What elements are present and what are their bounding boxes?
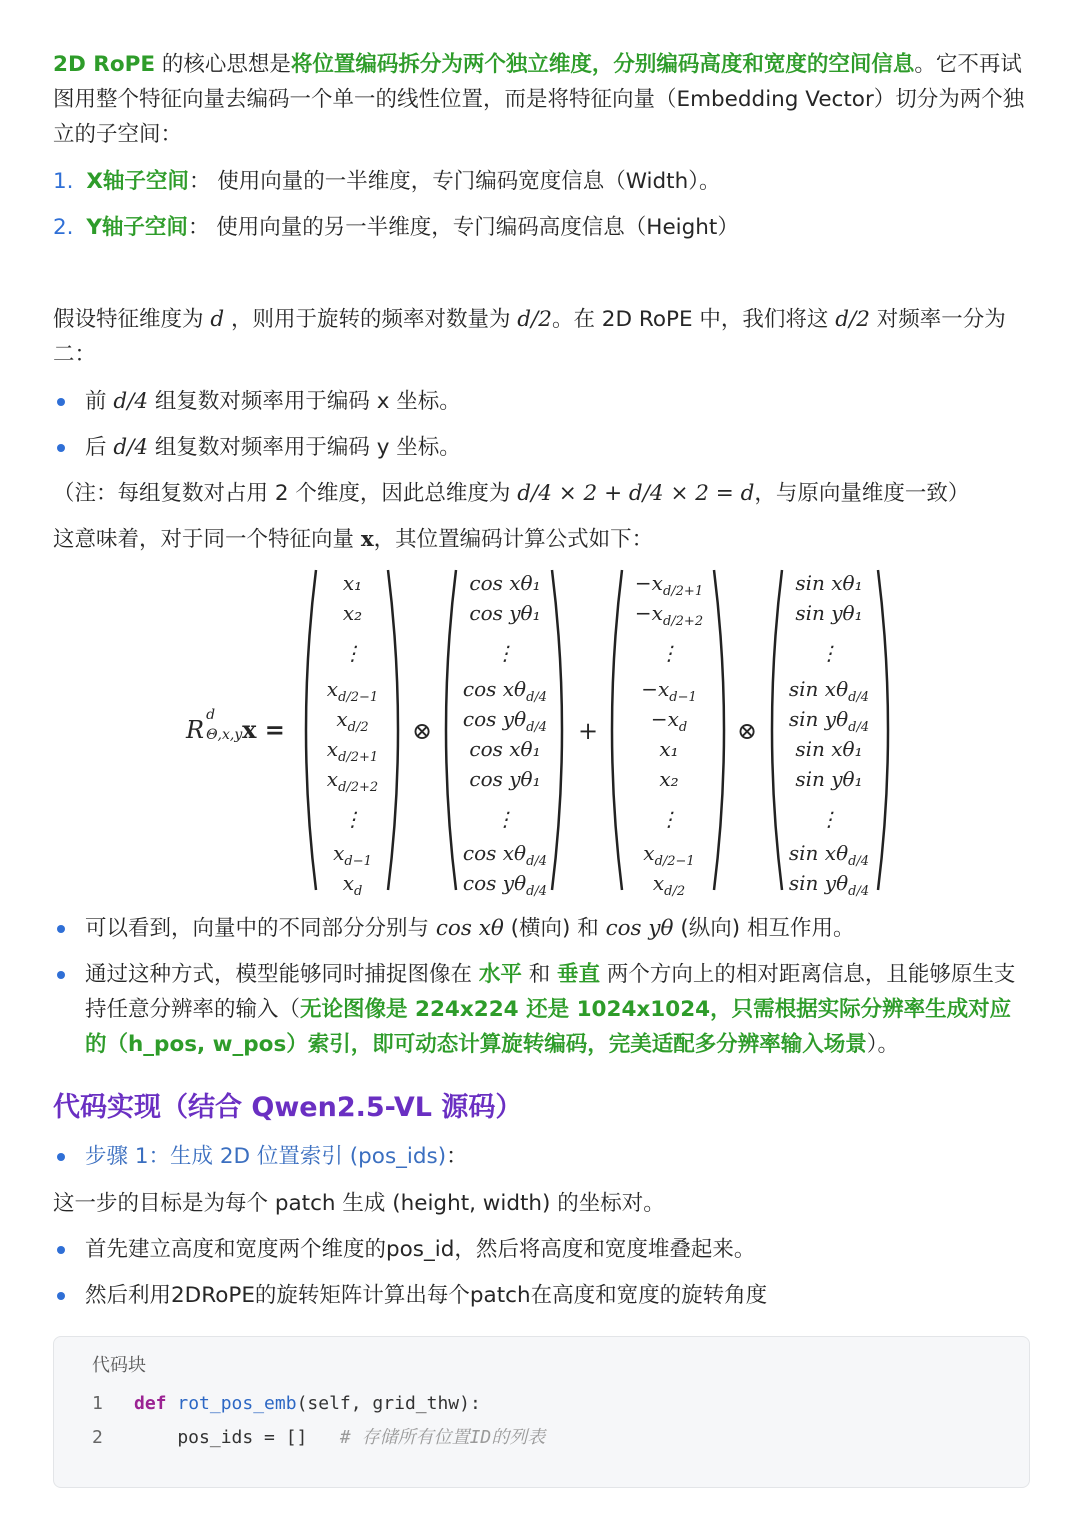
matrix-entry: $-x_d$ xyxy=(650,707,688,735)
highlight-vertical: 垂直 xyxy=(557,962,601,987)
list-item xyxy=(53,164,721,199)
code-block-title: 代码块 xyxy=(92,1355,146,1376)
matrix-entry: ⋮ xyxy=(495,807,515,831)
matrix-entry: ⋮ xyxy=(342,641,363,665)
text: 前 xyxy=(85,389,114,414)
text: 组复数对频率用于编码 x 坐标。 xyxy=(148,389,461,414)
matrix-entry: ⋮ xyxy=(342,807,363,831)
matrix-entry: $-x_{d/2+2}$ xyxy=(634,601,704,629)
list-item xyxy=(85,911,1025,946)
bullet-dot xyxy=(57,925,65,933)
plus-op: + xyxy=(578,717,599,745)
list-item xyxy=(53,210,739,245)
code-text: (self, grid_thw): xyxy=(296,1393,481,1414)
text: 组复数对频率用于编码 y 坐标。 xyxy=(148,435,461,460)
matrix-entry: ⋮ xyxy=(659,807,679,831)
code-line xyxy=(92,1393,481,1414)
rope-term: 2D RoPE xyxy=(53,52,156,77)
matrix-entry: $\sin y\theta_{d/4}$ xyxy=(788,871,870,899)
matrix-entry: $x_{d/2}$ xyxy=(336,707,369,735)
highlight-horizontal: 水平 xyxy=(478,962,522,987)
bullet-dot xyxy=(57,1292,65,1300)
bullet-dot xyxy=(57,971,65,979)
matrix-entry: $x_{d/2+1}$ xyxy=(326,737,379,765)
matrix-entry: ⋮ xyxy=(819,807,839,831)
matrix-entry: $\cos y\theta_{d/4}$ xyxy=(462,871,548,899)
matrix-entry: ⋮ xyxy=(819,641,839,665)
text: ）。 xyxy=(866,1032,900,1057)
text: (纵向) 相互作用。 xyxy=(673,916,855,941)
matrix-entry: sin xθ₁ xyxy=(795,737,863,761)
math-sum: d/4 × 2 + d/4 × 2 = d xyxy=(517,481,755,506)
formula-lhs xyxy=(186,706,285,747)
math-d: d xyxy=(210,307,225,332)
list-label: X轴子空间 xyxy=(86,169,189,194)
line-number: 1 xyxy=(92,1393,103,1414)
math-d-quarter: d/4 xyxy=(113,435,149,460)
text: ，则用于旋转的频率对数量为 xyxy=(224,307,518,332)
text: 可以看到，向量中的不同部分分别与 xyxy=(85,916,436,941)
intro-highlight: 将位置编码拆分为两个独立维度，分别编码高度和宽度的空间信息 xyxy=(290,52,915,77)
text: 对频率一分为二： xyxy=(53,307,1006,367)
text: （注：每组复数对占用 2 个维度，因此总维度为 xyxy=(53,481,518,506)
matrix-entry: $\sin y\theta_{d/4}$ xyxy=(788,707,870,735)
matrix-entry: $x_{d-1}$ xyxy=(333,841,372,869)
step-item xyxy=(85,1139,1025,1174)
list-label: Y轴子空间 xyxy=(86,215,188,240)
bullet-dot xyxy=(57,1153,65,1161)
matrix-entry: x₁ xyxy=(342,571,363,595)
matrix-entry: sin xθ₁ xyxy=(795,571,863,595)
bullet-dot xyxy=(57,398,65,406)
math-cos-y: cos yθ xyxy=(605,916,674,941)
keyword: def xyxy=(134,1393,167,1414)
line-number: 2 xyxy=(92,1427,103,1448)
text: ，其位置编码计算公式如下： xyxy=(373,527,654,552)
function-name: rot_pos_emb xyxy=(177,1393,297,1414)
formula-intro xyxy=(53,522,1028,557)
math-r: R xyxy=(186,716,205,744)
step-link[interactable]: 步骤 1：生成 2D 位置索引 (pos_ids) xyxy=(85,1144,447,1169)
matrix-entry: x₂ xyxy=(342,601,363,625)
matrix-entry: $\sin x\theta_{d/4}$ xyxy=(788,841,870,869)
code-comment: # 存储所有位置ID的列表 xyxy=(339,1427,546,1448)
matrix-entry: sin yθ₁ xyxy=(795,601,863,625)
text: 这意味着，对于同一个特征向量 xyxy=(53,527,361,552)
code-text: pos_ids = [] xyxy=(134,1427,308,1448)
math-cos-x: cos xθ xyxy=(435,916,504,941)
math-vector-x: x xyxy=(360,527,374,552)
highlight-resolution: 无论图像是 224x224 还是 1024x1024，只需根据实际分辨率生成对应的（h_pos, w_pos）索引，即可动态计算旋转编码，完美适配多分辨率输入场景 xyxy=(85,997,1012,1057)
matrix-entry: $\cos x\theta_{d/4}$ xyxy=(462,841,548,869)
note xyxy=(53,476,1028,511)
matrix-entry: cos xθ₁ xyxy=(469,571,541,595)
text: 通过这种方式，模型能够同时捕捉图像在 xyxy=(85,962,479,987)
text: 。在 2D RoPE 中，我们将这 xyxy=(551,307,836,332)
intro-tail: 。它不再试图用整个特征向量去编码一个单一的线性位置，而是将特征向量（Embedding Vector）切分为两个独立的子空间： xyxy=(53,52,1025,147)
matrix-entry: x₂ xyxy=(659,767,679,791)
list-number: 1. xyxy=(53,169,74,194)
list-number: 2. xyxy=(53,215,74,240)
matrix-entry: ⋮ xyxy=(659,641,679,665)
matrix-entry: cos yθ₁ xyxy=(469,767,541,791)
text: (横向) 和 xyxy=(503,916,606,941)
text: 假设特征维度为 xyxy=(53,307,211,332)
matrix-entry: x₁ xyxy=(659,737,679,761)
text: 后 xyxy=(85,435,114,460)
step-description: 这一步的目标是为每个 patch 生成 (height, width) 的坐标对。 xyxy=(53,1191,665,1216)
math-sup: d xyxy=(206,706,216,723)
math-lhs-x: x = xyxy=(242,715,285,744)
matrix-entry: sin yθ₁ xyxy=(795,767,863,791)
matrix-entry: $x_{d/2+2}$ xyxy=(326,767,379,795)
matrix-entry: $x_{d/2-1}$ xyxy=(643,841,695,869)
matrix-entry: $x_{d/2}$ xyxy=(652,871,686,899)
text: ，与原向量维度一致） xyxy=(754,481,970,506)
list-item xyxy=(85,957,1025,1062)
math-d-half: d/2 xyxy=(517,307,552,332)
bullet-dot xyxy=(57,444,65,452)
matrix-entry: $x_d$ xyxy=(342,871,363,899)
otimes-op: ⊗ xyxy=(412,717,433,745)
text: 和 xyxy=(521,962,558,987)
math-d-half: d/2 xyxy=(835,307,870,332)
matrix-entry: $\sin x\theta_{d/4}$ xyxy=(788,677,870,705)
bullet-dot xyxy=(57,1246,65,1254)
matrix-entry: cos xθ₁ xyxy=(469,737,541,761)
list-text: ： 使用向量的一半维度，专门编码宽度信息（Width）。 xyxy=(188,169,721,194)
dimension-paragraph xyxy=(53,302,1028,372)
matrix-entry: $\cos y\theta_{d/4}$ xyxy=(462,707,548,735)
intro-text: 的核心思想是 xyxy=(155,52,291,77)
text: ： xyxy=(446,1144,468,1169)
matrix-entry: $-x_{d/2+1}$ xyxy=(634,571,704,599)
matrix-entry: $x_{d/2-1}$ xyxy=(326,677,379,705)
intro-paragraph xyxy=(53,47,1028,152)
code-block[interactable] xyxy=(53,1336,1030,1488)
list-item: 然后利用2DRoPE的旋转矩阵计算出每个patch在高度和宽度的旋转角度 xyxy=(85,1283,768,1308)
list-item xyxy=(85,384,1025,419)
matrix-entry: cos yθ₁ xyxy=(469,601,541,625)
list-item xyxy=(85,430,1025,465)
math-sub: Θ,x,y xyxy=(206,726,243,743)
matrix-entry: $-x_{d-1}$ xyxy=(641,677,697,705)
matrix-entry: $\cos x\theta_{d/4}$ xyxy=(462,677,548,705)
otimes-op: ⊗ xyxy=(737,717,758,745)
matrix-entry: ⋮ xyxy=(495,641,515,665)
rope-formula xyxy=(0,565,1080,899)
text: 两个方向上的相对距离信息，且能够原生支持任意分辨率的输入（ xyxy=(85,962,1016,1022)
math-d-quarter: d/4 xyxy=(113,389,149,414)
list-text: ： 使用向量的另一半维度，专门编码高度信息（Height） xyxy=(187,215,739,240)
list-item: 首先建立高度和宽度两个维度的pos_id，然后将高度和宽度堆叠起来。 xyxy=(85,1237,756,1262)
section-title: 代码实现（结合 Qwen2.5-VL 源码） xyxy=(53,1092,523,1123)
code-line xyxy=(92,1423,545,1449)
